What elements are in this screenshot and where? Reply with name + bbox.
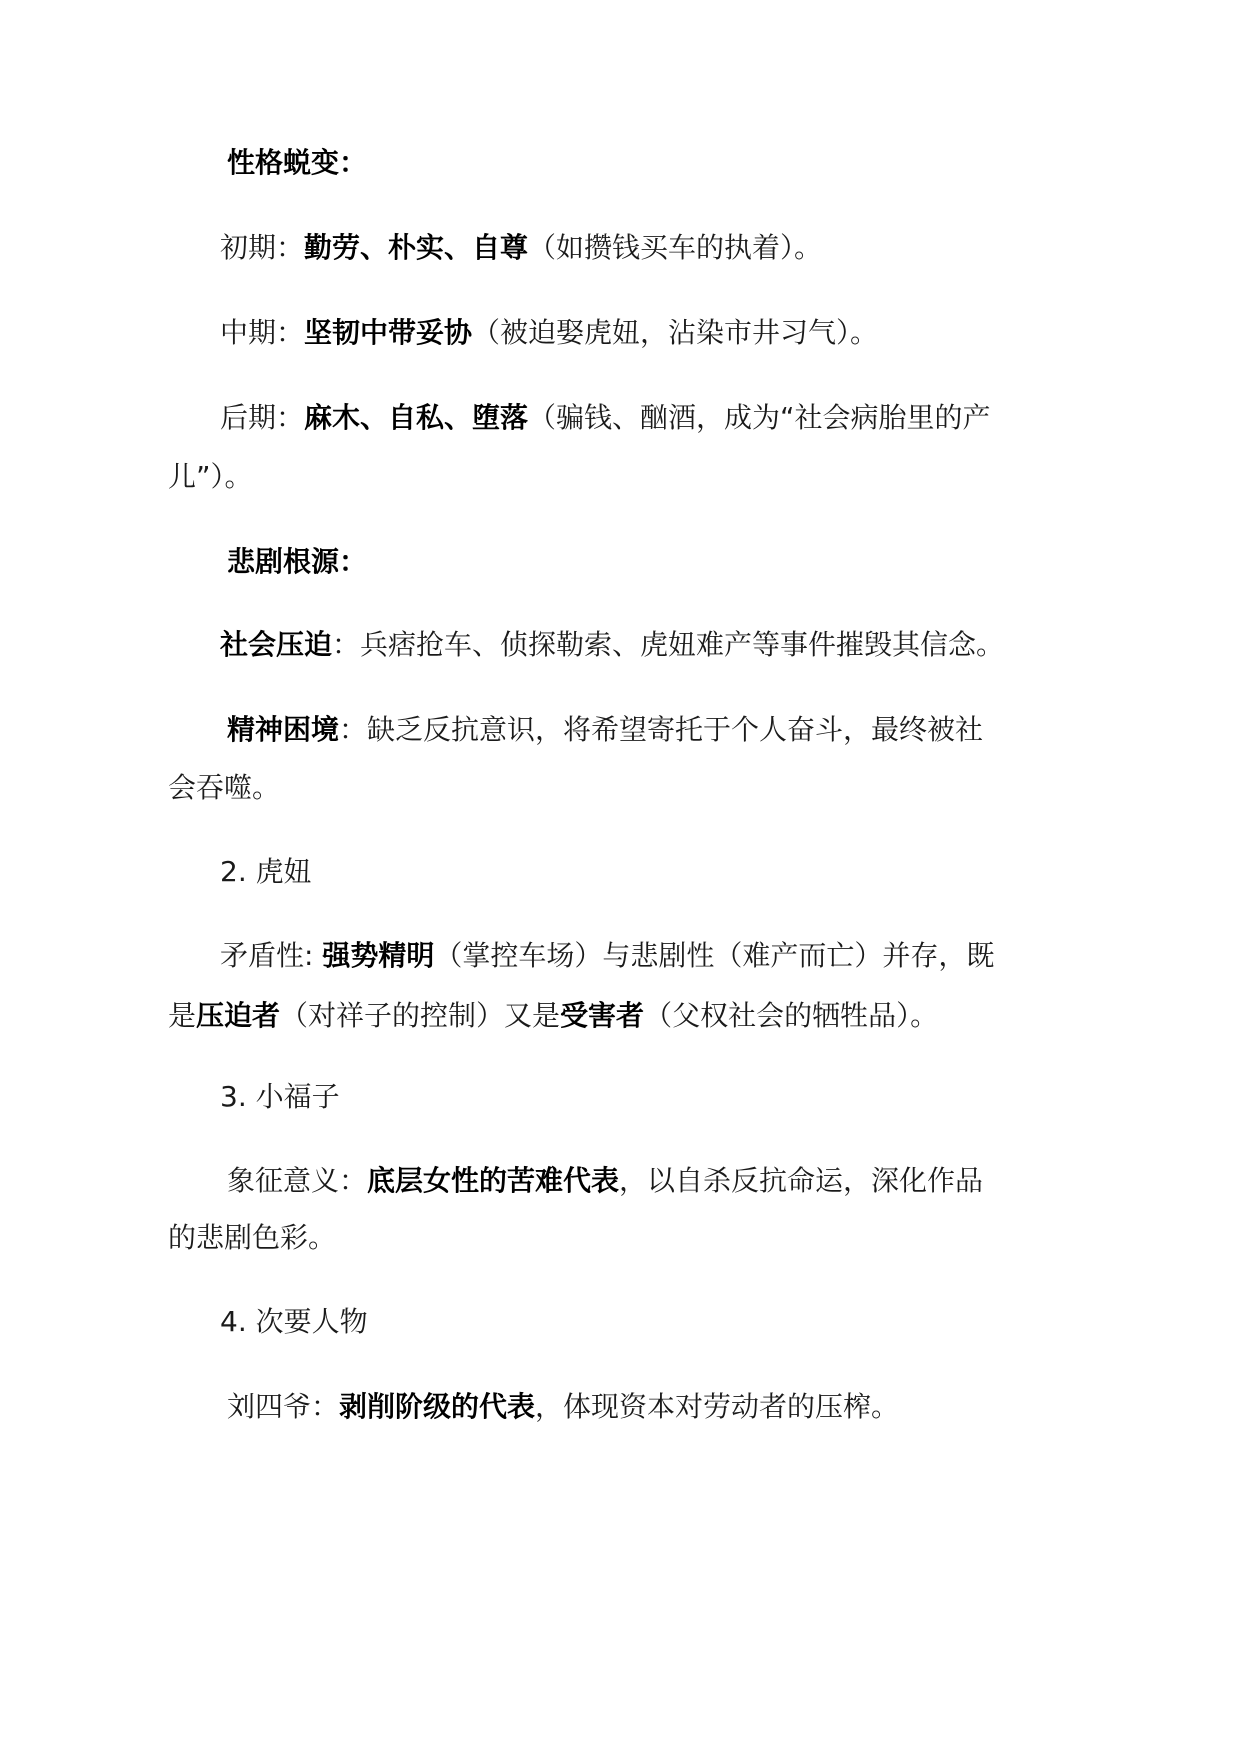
paragraph-social-oppression (220, 625, 1004, 665)
heading-text: 性格蜕变： (227, 146, 368, 179)
paragraph-xiaofuzi-line1 (227, 1161, 983, 1201)
paragraph-late (220, 398, 991, 438)
note: （骗钱、酗酒，成为“社会病胎里的产 (528, 401, 991, 434)
label: 刘四爷： (227, 1390, 340, 1423)
bold-text: 强势精明 (322, 939, 435, 972)
note: （如攒钱买车的执着）。 (528, 231, 823, 264)
heading-xiaofuzi (220, 1077, 340, 1117)
heading-tragedy-root (227, 542, 367, 582)
paragraph-spiritual-dilemma (227, 710, 983, 750)
text: （掌控车场）与悲剧性（难产而亡）并存，既 (434, 939, 995, 972)
text: （对祥子的控制）又是 (280, 999, 561, 1032)
paragraph-middle (220, 313, 878, 353)
text: ：兵痞抢车、侦探勒索、虎妞难产等事件摧毁其信念。 (332, 628, 1005, 661)
bold-label: 精神困境 (227, 713, 340, 746)
bold-label: 社会压迫 (220, 628, 333, 661)
text: （父权社会的牺牲品）。 (644, 999, 939, 1032)
heading-text: 4. 次要人物 (220, 1305, 368, 1338)
text-continued: 的悲剧色彩。 (168, 1221, 337, 1254)
text: ：缺乏反抗意识，将希望寄托于个人奋斗，最终被社 (339, 713, 984, 746)
label: 后期： (220, 401, 305, 434)
paragraph-huniu-line1 (220, 936, 994, 976)
paragraph-liu-siye (227, 1387, 899, 1427)
text-continued: 会吞噬。 (168, 771, 281, 804)
paragraph-xiaofuzi-line2 (168, 1218, 336, 1258)
bold-traits: 麻木、自私、堕落 (304, 401, 529, 434)
paragraph-huniu-line2 (168, 996, 938, 1036)
paragraph-spiritual-continued (168, 768, 280, 808)
heading-huniu (220, 852, 312, 892)
heading-text: 2. 虎妞 (220, 855, 312, 888)
text: ，以自杀反抗命运，深化作品 (619, 1164, 984, 1197)
text: 是 (168, 999, 197, 1032)
bold-victim: 受害者 (560, 999, 645, 1032)
bold-text: 底层女性的苦难代表 (367, 1164, 620, 1197)
heading-character-change (227, 143, 367, 183)
paragraph-late-continued (168, 457, 253, 497)
heading-text: 3. 小福子 (220, 1080, 340, 1113)
bold-traits: 勤劳、朴实、自尊 (304, 231, 529, 264)
heading-text: 悲剧根源： (227, 545, 368, 578)
note-continued: 儿”）。 (168, 460, 253, 493)
bold-traits: 坚韧中带妥协 (304, 316, 473, 349)
bold-text: 剥削阶级的代表 (339, 1390, 536, 1423)
label: 矛盾性: (220, 939, 323, 972)
label: 象征意义： (227, 1164, 368, 1197)
heading-minor-characters (220, 1302, 368, 1342)
label: 中期： (220, 316, 305, 349)
note: （被迫娶虎妞，沾染市井习气）。 (472, 316, 879, 349)
label: 初期： (220, 231, 305, 264)
paragraph-early (220, 228, 822, 268)
bold-oppressor: 压迫者 (196, 999, 281, 1032)
text: ，体现资本对劳动者的压榨。 (535, 1390, 900, 1423)
